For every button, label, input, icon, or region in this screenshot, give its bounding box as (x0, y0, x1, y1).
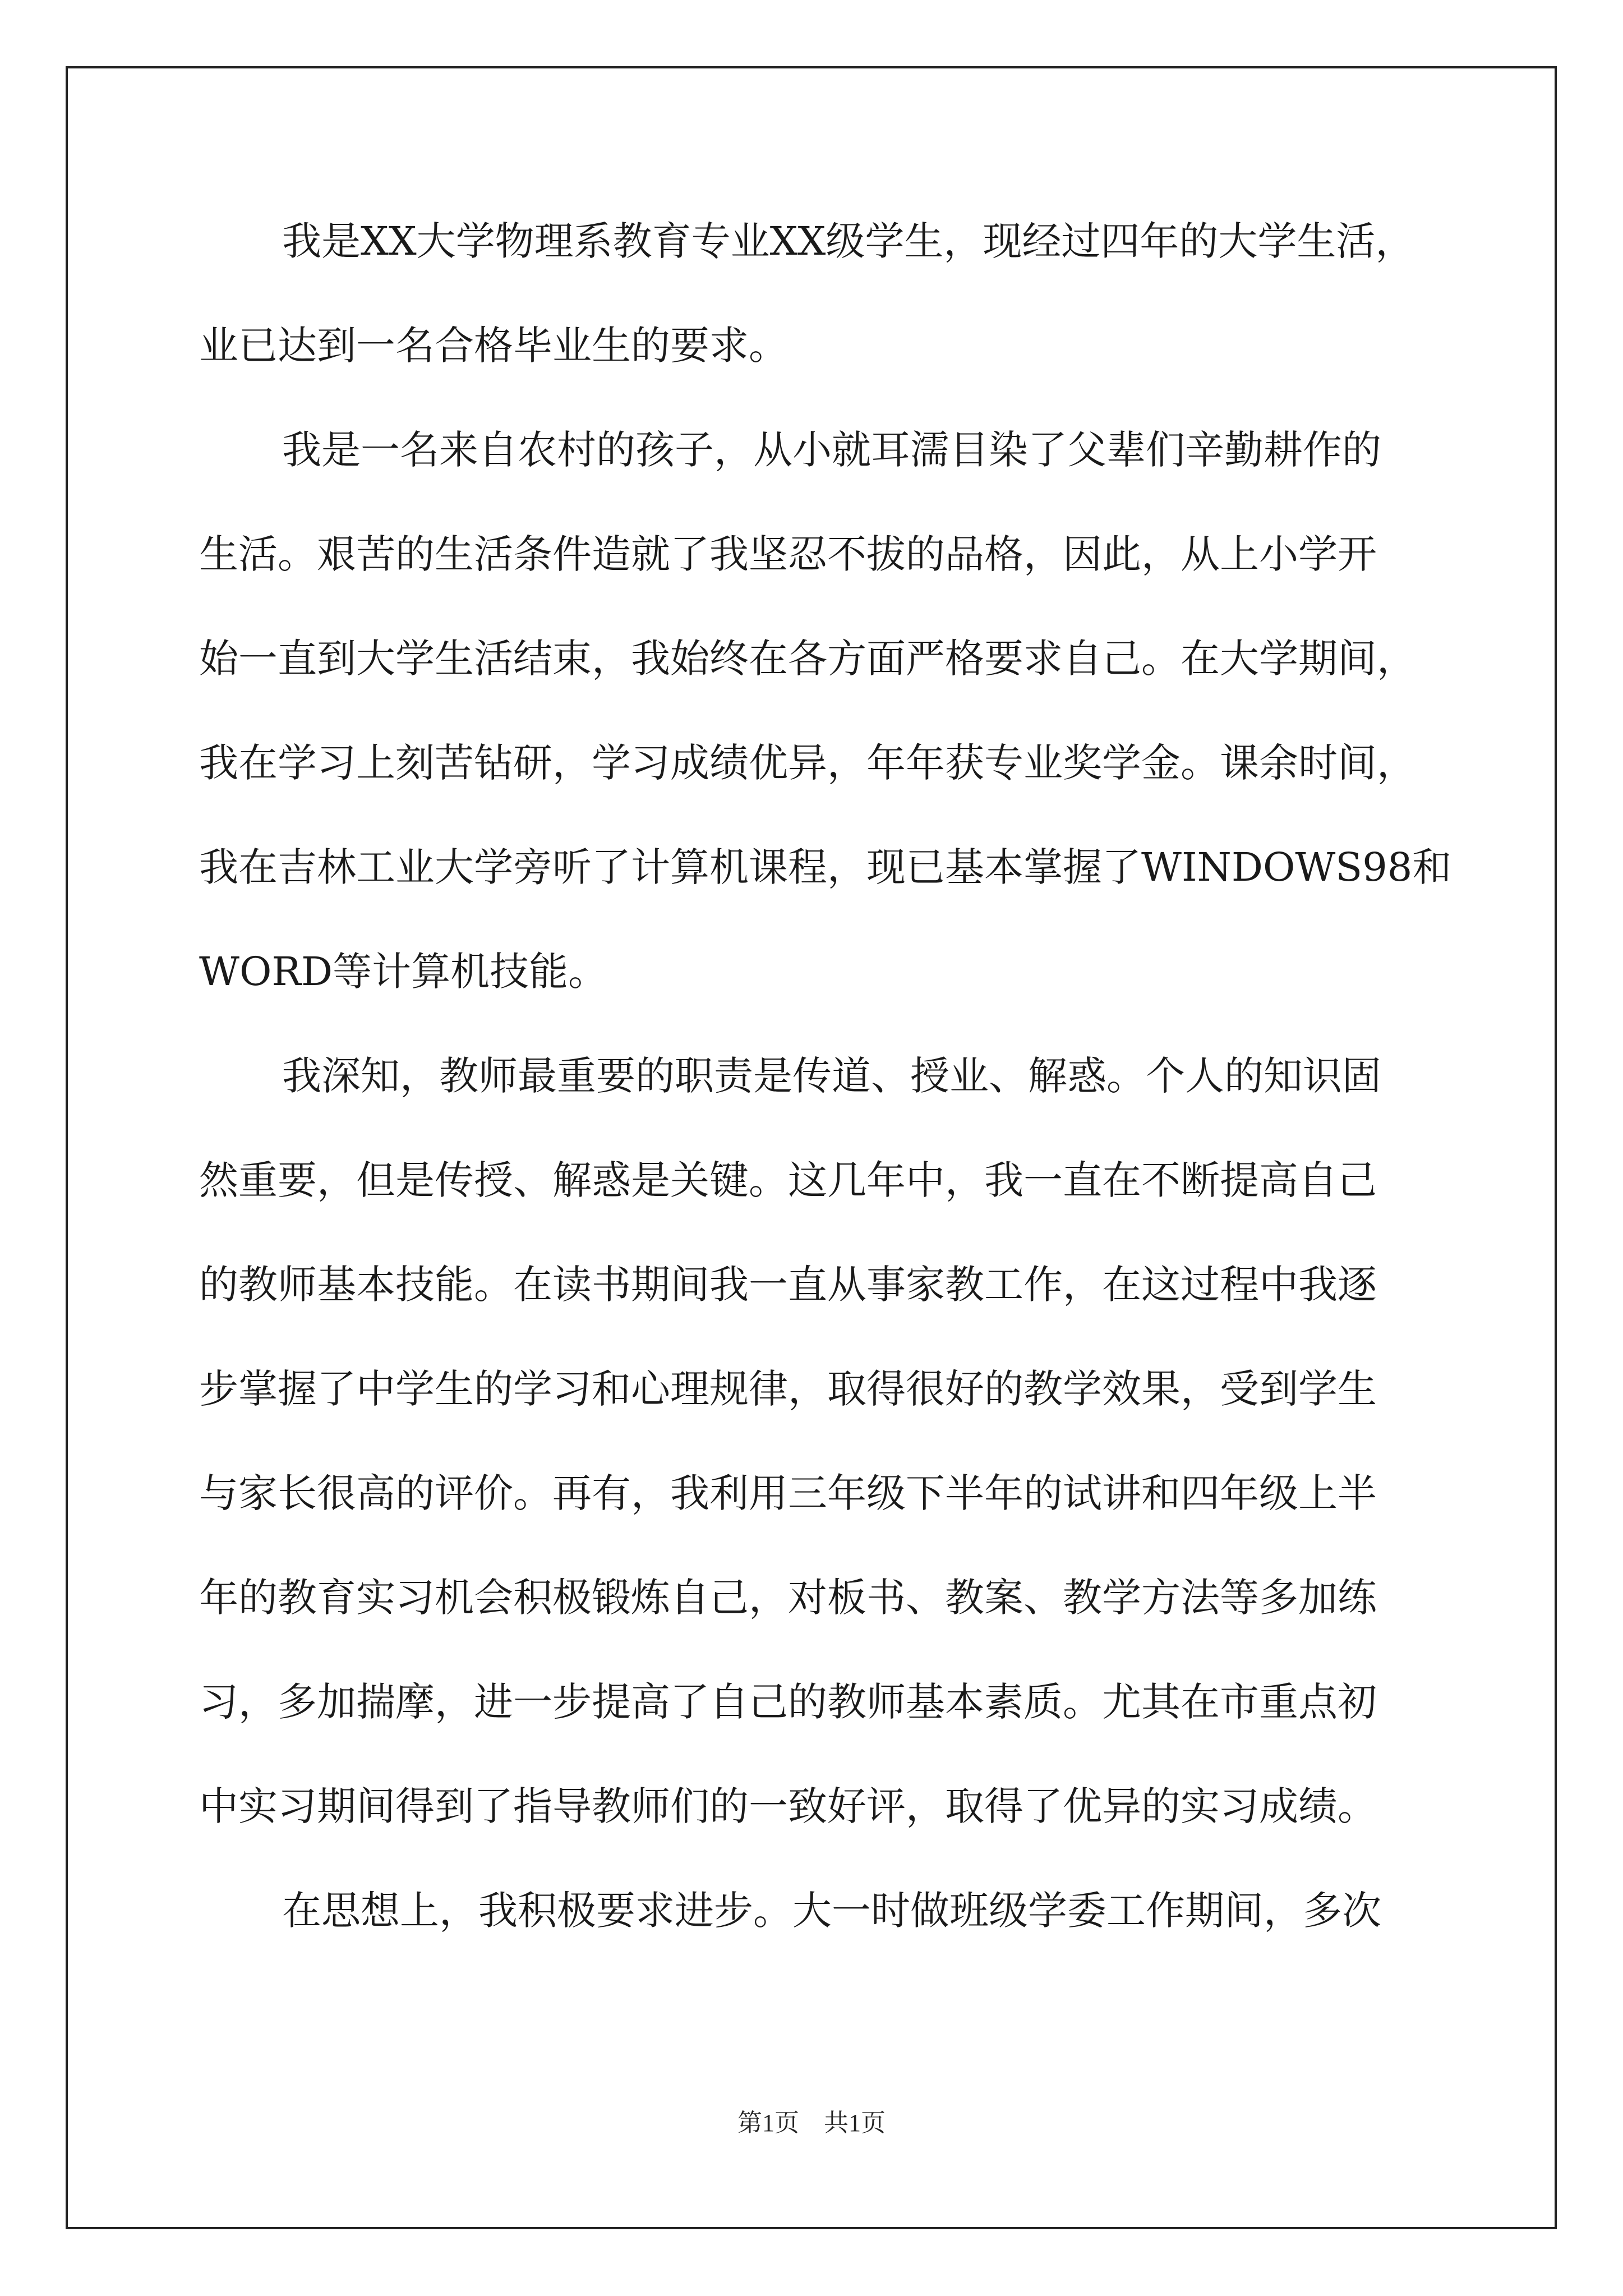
paragraph-2-line-4: 我在学习上刻苦钻研，学习成绩优异，年年获专业奖学金。课余时间， (199, 740, 1416, 786)
paragraph-1-line-2: 业已达到一名合格毕业生的要求。 (199, 323, 788, 369)
paragraph-4-line-1: 在思想上，我积极要求进步。大一时做班级学委工作期间，多次 (282, 1888, 1381, 1934)
paragraph-3-line-1: 我深知，教师最重要的职责是传道、授业、解惑。个人的知识固 (282, 1053, 1381, 1099)
paragraph-3-line-2: 然重要，但是传授、解惑是关键。这几年中，我一直在不断提高自己 (199, 1157, 1377, 1203)
paragraph-2-line-5: 我在吉林工业大学旁听了计算机课程，现已基本掌握了WINDOWS98和 (199, 844, 1452, 890)
paragraph-1-line-1: 我是XX大学物理系教育专业XX级学生，现经过四年的大学生活， (282, 218, 1415, 264)
paragraph-2-line-2: 生活。艰苦的生活条件造就了我坚忍不拔的品格，因此，从上小学开 (199, 531, 1377, 577)
paragraph-2-line-6: WORD等计算机技能。 (199, 949, 608, 995)
paragraph-3-line-8: 中实习期间得到了指导教师们的一致好评，取得了优异的实习成绩。 (199, 1783, 1377, 1829)
paragraph-3-line-3: 的教师基本技能。在读书期间我一直从事家教工作，在这过程中我逐 (199, 1262, 1377, 1308)
paragraph-3-line-4: 步掌握了中学生的学习和心理规律，取得很好的教学效果，受到学生 (199, 1366, 1377, 1412)
paragraph-3-line-7: 习，多加揣摩，进一步提高了自己的教师基本素质。尤其在市重点初 (199, 1679, 1377, 1725)
paragraph-2-line-3: 始一直到大学生活结束，我始终在各方面严格要求自己。在大学期间， (199, 636, 1416, 682)
page-number-footer: 第1页 共1页 (737, 2109, 886, 2137)
paragraph-2-line-1: 我是一名来自农村的孩子，从小就耳濡目染了父辈们辛勤耕作的 (282, 427, 1381, 473)
paragraph-3-line-5: 与家长很高的评价。再有，我利用三年级下半年的试讲和四年级上半 (199, 1470, 1377, 1516)
paragraph-3-line-6: 年的教育实习机会积极锻炼自己，对板书、教案、教学方法等多加练 (199, 1575, 1377, 1621)
